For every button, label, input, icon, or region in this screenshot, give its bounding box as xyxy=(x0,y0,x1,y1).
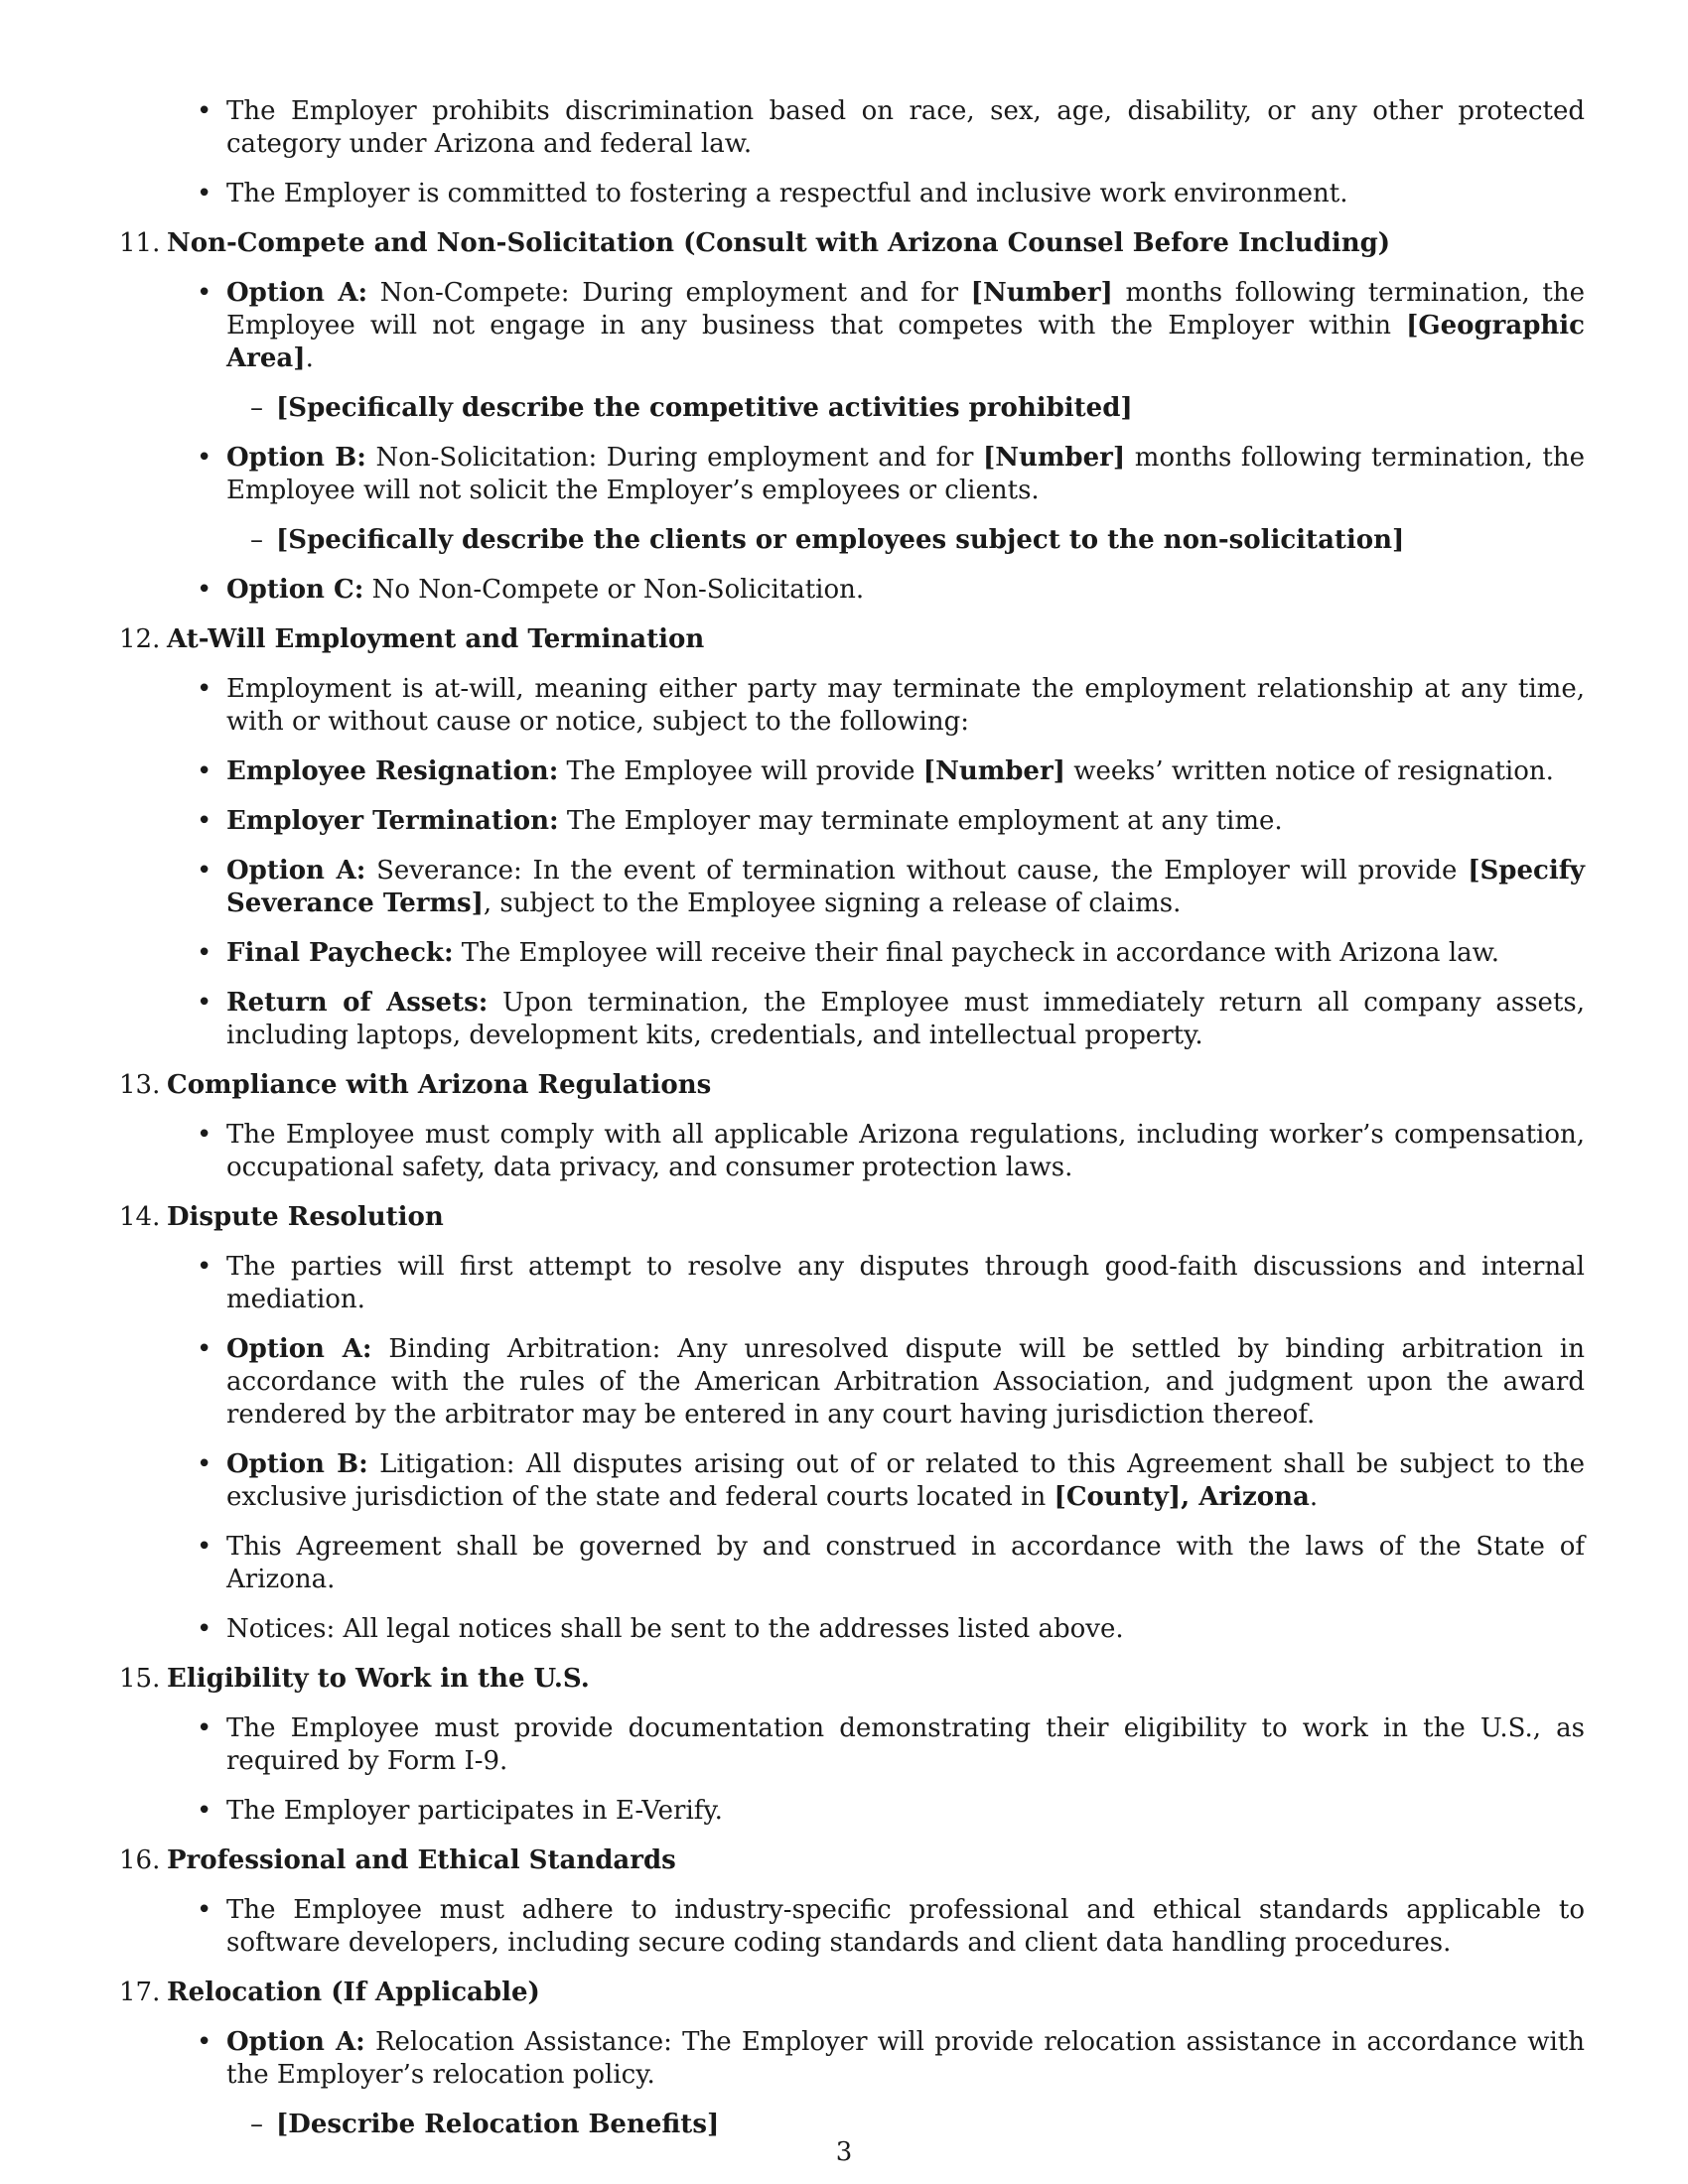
section-title: Compliance with Arizona Regulations xyxy=(167,1070,712,1100)
bullet-text: . xyxy=(1309,1482,1319,1512)
section-title: Relocation (If Applicable) xyxy=(167,1978,540,2007)
option-label: Option A: xyxy=(226,1334,372,1364)
bullet-text: The Employer participates in E-Verify. xyxy=(226,1796,723,1826)
sub-list xyxy=(226,524,1585,557)
sub-list-item: – [Specifically describe the competitive activities prohibited] xyxy=(226,392,1585,425)
sub-list xyxy=(226,392,1585,425)
item-label: Employee Resignation: xyxy=(226,756,559,786)
list-item xyxy=(167,755,1585,788)
list-item xyxy=(167,1894,1585,1960)
bullet-text: The Employer is committed to fostering a respectful and inclusive work environment. xyxy=(226,179,1348,208)
bullet-text: Employment is at-will, meaning either party may terminate the employment relationship at any time, with or without cause or notice, subject to the following: xyxy=(226,674,1585,737)
section-title: At-Will Employment and Termination xyxy=(167,624,705,654)
section-15 xyxy=(119,1663,1585,1828)
section-number: 13. xyxy=(119,1070,161,1100)
bullet-text: The Employee must provide documentation demonstrating their eligibility to work in the U.S., as required by Form I-9. xyxy=(226,1713,1585,1776)
list-item xyxy=(167,442,1585,557)
bullet-text: Binding Arbitration: Any unresolved dispute will be settled by binding arbitration in accordance with the rules of the American Arbitration Association, and judgment upon the award rendered by the arbitrator may be entered in any court having jurisdiction thereof. xyxy=(226,1334,1585,1430)
list-item xyxy=(167,805,1585,838)
option-label: Option A: xyxy=(226,278,368,308)
bullet-text: Non-Compete: During employment and for xyxy=(367,278,971,308)
section-12 xyxy=(119,623,1585,1052)
bullet-text: Severance: In the event of termination without cause, the Employer will provide xyxy=(365,856,1469,886)
option-label: Option C: xyxy=(226,575,364,605)
section-bullet-list xyxy=(167,2026,1585,2141)
placeholder: [County], Arizona xyxy=(1054,1482,1310,1512)
placeholder: [Number] xyxy=(970,278,1113,308)
item-label: Employer Termination: xyxy=(226,806,559,836)
placeholder: [Geographic Area] xyxy=(226,311,1585,373)
placeholder: [Number] xyxy=(922,756,1065,786)
list-item xyxy=(119,178,1585,210)
section-bullet-list xyxy=(167,1894,1585,1960)
section-14 xyxy=(119,1201,1585,1646)
list-item xyxy=(167,1448,1585,1514)
section-bullet-list xyxy=(167,1251,1585,1646)
list-item xyxy=(167,1531,1585,1596)
bullet-text: Notices: All legal notices shall be sent to the addresses listed above. xyxy=(226,1614,1124,1644)
item-label: Return of Assets: xyxy=(226,988,489,1018)
bullet-text: The Employer prohibits discrimination based on race, sex, age, disability, or any other protected category under Arizona and federal law. xyxy=(226,96,1585,159)
section-title: Non-Compete and Non-Solicitation (Consult with Arizona Counsel Before Including) xyxy=(167,228,1391,258)
bullet-text: Non-Solicitation: During employment and for xyxy=(365,443,983,473)
section-11 xyxy=(119,227,1585,607)
list-item xyxy=(167,574,1585,607)
bullet-text: The Employee must comply with all applicable Arizona regulations, including worker’s compensation, occupational safety, data privacy, and consumer protection laws. xyxy=(226,1120,1585,1182)
section-title: Eligibility to Work in the U.S. xyxy=(167,1664,590,1694)
placeholder: [Specify Severance Terms] xyxy=(226,856,1585,918)
list-item xyxy=(167,277,1585,425)
section-number: 12. xyxy=(119,624,161,654)
page-number: 3 xyxy=(835,2137,853,2167)
section-number: 11. xyxy=(119,228,161,258)
section-number: 16. xyxy=(119,1845,161,1875)
bullet-text: . xyxy=(305,343,314,373)
section-bullet-list xyxy=(167,1119,1585,1184)
bullet-text: Litigation: All disputes arising out of or related to this Agreement shall be subject to the exclusive jurisdiction of the state and federal courts located in xyxy=(226,1449,1585,1512)
section-17 xyxy=(119,1977,1585,2141)
document-page xyxy=(119,95,1585,2158)
list-item xyxy=(167,1712,1585,1778)
bullet-text: The Employee will receive their final paycheck in accordance with Arizona law. xyxy=(453,938,1500,968)
section-number: 17. xyxy=(119,1978,161,2007)
section-number: 15. xyxy=(119,1664,161,1694)
list-item xyxy=(167,1795,1585,1828)
option-label: Option A: xyxy=(226,856,366,886)
section-bullet-list xyxy=(167,1712,1585,1828)
item-label: Final Paycheck: xyxy=(226,938,454,968)
option-label: Option B: xyxy=(226,443,366,473)
sub-list-item: – [Specifically describe the clients or employees subject to the non-solicitation] xyxy=(226,524,1585,557)
bullet-text: months following termination, the Employee will not solicit the Employer’s employees or clients. xyxy=(226,443,1586,505)
sub-list-item: – [Describe Relocation Benefits] xyxy=(226,2109,1585,2141)
bullet-text: The Employee must adhere to industry-specific professional and ethical standards applicable to software developers, including secure coding standards and client data handling procedures. xyxy=(226,1895,1585,1958)
bullet-text: months following termination, the Employee will not engage in any business that competes with the Employer within xyxy=(226,278,1585,341)
list-item xyxy=(119,95,1585,161)
list-item xyxy=(167,855,1585,920)
bullet-text: This Agreement shall be governed by and construed in accordance with the laws of the State of Arizona. xyxy=(226,1532,1585,1594)
list-item xyxy=(167,937,1585,970)
section-title: Dispute Resolution xyxy=(167,1202,444,1232)
bullet-text: The parties will first attempt to resolve any disputes through good-faith discussions and internal mediation. xyxy=(226,1252,1585,1314)
list-item xyxy=(167,673,1585,739)
list-item xyxy=(167,1251,1585,1316)
section-bullet-list xyxy=(167,277,1585,607)
bullet-text: weeks’ written notice of resignation. xyxy=(1064,756,1554,786)
list-item xyxy=(167,1613,1585,1646)
bullet-text: The Employee will provide xyxy=(558,756,923,786)
bullet-text: , subject to the Employee signing a release of claims. xyxy=(483,888,1182,918)
bullet-text: No Non-Compete or Non-Solicitation. xyxy=(363,575,865,605)
list-item xyxy=(167,2026,1585,2141)
bullet-text: Upon termination, the Employee must immediately return all company assets, including laptops, development kits, credentials, and intellectual property. xyxy=(226,988,1585,1050)
section-title: Professional and Ethical Standards xyxy=(167,1845,676,1875)
intro-bullet-list xyxy=(119,95,1585,210)
bullet-text: The Employer may terminate employment at any time. xyxy=(558,806,1283,836)
section-16 xyxy=(119,1844,1585,1960)
section-bullet-list xyxy=(167,673,1585,1052)
list-item xyxy=(167,1119,1585,1184)
option-label: Option B: xyxy=(226,1449,368,1479)
placeholder: [Number] xyxy=(982,443,1126,473)
bullet-text: Relocation Assistance: The Employer will provide relocation assistance in accordance with the Employer’s relocation policy. xyxy=(226,2027,1585,2090)
option-label: Option A: xyxy=(226,2027,365,2057)
list-item xyxy=(167,987,1585,1052)
section-13 xyxy=(119,1069,1585,1184)
section-number: 14. xyxy=(119,1202,161,1232)
list-item xyxy=(167,1333,1585,1432)
